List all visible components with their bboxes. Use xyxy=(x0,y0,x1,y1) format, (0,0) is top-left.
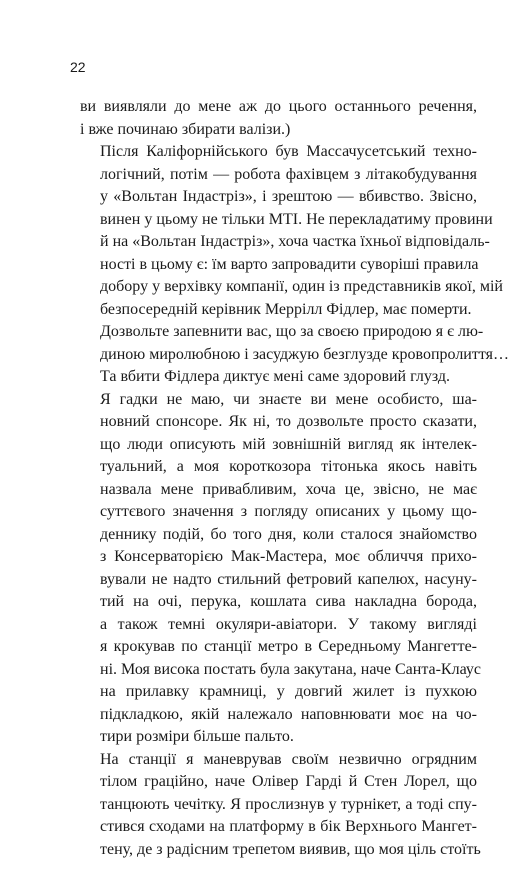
text-line: ності в цьому є: їм варто запровадити суворіші правила xyxy=(100,255,479,273)
text-line: новний спонсоре. Як ні, то дозвольте просто сказати, xyxy=(100,413,477,430)
text-line: Та вбити Фідлера диктує мені саме здоровий глузд. xyxy=(100,368,451,385)
text-line: з Консерваторією Мак-Мастера, моє обличчя прихо- xyxy=(100,548,477,565)
text-line: ви виявляли до мене аж до цього останнього речення, xyxy=(80,98,477,115)
text-line: підкладкою, якій належало наповнювати моє на чо- xyxy=(100,705,477,723)
text-line: тену, де з радісним трепетом виявив, що моя ціль стоїть xyxy=(100,840,481,858)
text-line: я крокував по станції метро в Середньому Мангетте- xyxy=(100,638,477,655)
text-line: туальний, а моя короткозора тітонька якось навіть xyxy=(100,458,477,475)
text-line: на прилавку крамниці, у довгий жилет із пухкою xyxy=(100,683,477,700)
text-line: у «Вольтан Індастріз», і зрештою — вбивство. Звісно, xyxy=(100,188,477,205)
text-line: винен у цьому не тільки МТІ. Не перекладатиму провини xyxy=(100,210,493,228)
text-line: а також темні окуляри-авіатори. У такому вигляді xyxy=(100,615,477,633)
page-body xyxy=(80,96,509,861)
text-line: добору у верхівку компанії, один із представників якої, мій xyxy=(100,278,503,295)
text-line: безпосередній керівник Меррілл Фідлер, має померти. xyxy=(100,300,472,318)
text-line: що люди описують мій зовнішній вигляд як інтелек- xyxy=(100,435,477,453)
text-line: тілом граційно, наче Олівер Гарді й Стен Лорел, що xyxy=(100,773,477,790)
text-line: танцюють чечітку. Я прослизнув у турнікет, а тоді спу- xyxy=(100,795,477,813)
page-number: 22 xyxy=(70,59,86,75)
text-line: деннику подій, бо того дня, коли сталося знайомство xyxy=(100,525,477,543)
paragraph xyxy=(80,749,481,862)
text-line: тири розміри більше пальто. xyxy=(100,728,294,745)
text-line: На станції я маневрував своїм незвично огрядним xyxy=(100,750,477,768)
text-line: логічний, потім — робота фахівцем з літакобудування xyxy=(100,165,477,183)
text-line: Після Каліфорнійського був Массачусетський техно- xyxy=(100,143,477,160)
paragraph xyxy=(80,141,503,321)
text-line: назвала мене привабливим, хоча це, звісно, не має xyxy=(100,480,477,498)
text-line: і вже починаю збирати валізи.) xyxy=(80,120,291,138)
paragraph xyxy=(80,321,509,389)
paragraph xyxy=(80,389,481,749)
text-line: стився сходами на платформу в бік Верхнього Мангет- xyxy=(100,818,477,835)
text-line: тий на очі, перука, кошлата сива накладна борода, xyxy=(100,593,477,610)
text-line: ні. Моя висока постать була закутана, наче Санта-Клаус xyxy=(100,660,481,678)
text-line: суттєвого значення з погляду описаних у цьому що- xyxy=(100,503,477,520)
paragraph xyxy=(80,96,477,141)
text-line: Дозвольте запевнити вас, що за своєю природою я є лю- xyxy=(100,323,484,340)
text-line: диною миролюбною і засуджую безглузде кровопролиття… xyxy=(100,345,509,363)
text-line: Я гадки не маю, чи знаєте ви мене особисто, ша- xyxy=(100,390,477,408)
text-line: й на «Вольтан Індастріз», хоча частка їхньої відповідаль- xyxy=(100,233,490,250)
text-line: вували не надто стильний фетровий капелюх, насуну- xyxy=(100,570,477,588)
